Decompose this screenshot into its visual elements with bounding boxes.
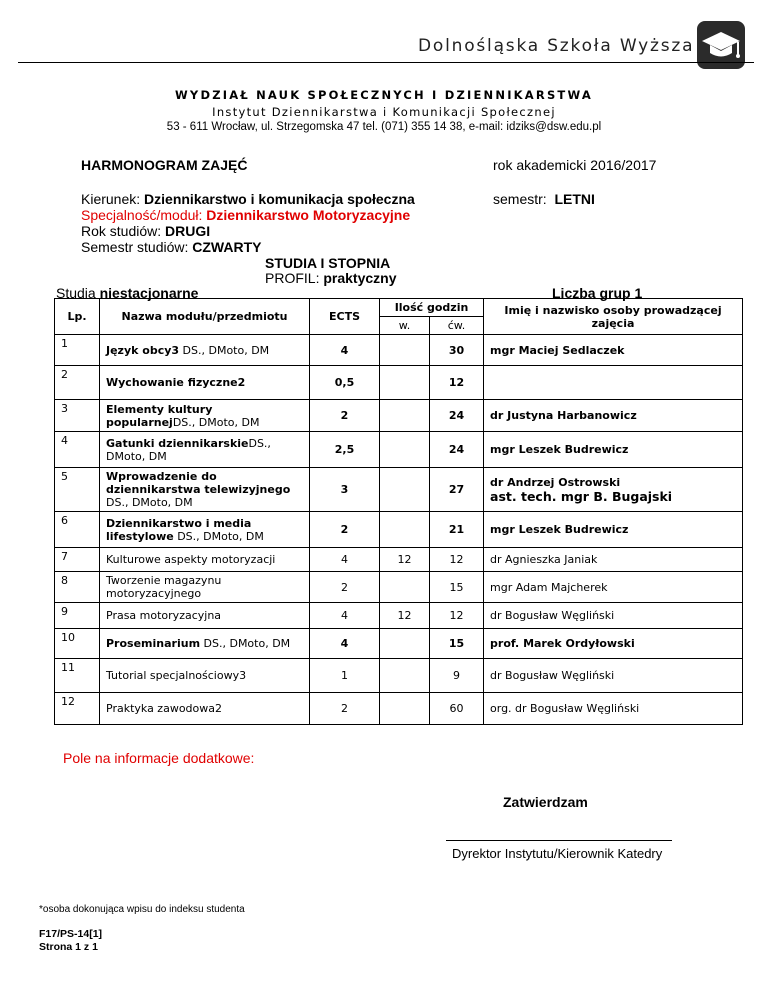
footnote: *osoba dokonująca wpisu do indeksu studenta [39,904,245,915]
teacher-name [484,366,743,400]
approval-label: Zatwierdzam [503,794,588,810]
teacher-primary: mgr Leszek Budrewicz [490,443,629,456]
row-number: 12 [55,693,100,725]
ects-value: 1 [310,659,380,693]
teacher-primary: dr Agnieszka Janiak [490,553,598,566]
subject-name [100,512,310,548]
subject-name-bold: Język obcy3 [106,343,180,357]
teacher-name [484,603,743,629]
teacher-name [484,432,743,468]
teacher-name [484,693,743,725]
teacher-name [484,548,743,572]
lecture-hours [380,335,430,366]
specialization: Specjalność/moduł: Dziennikarstwo Motoryzacyjne [81,207,411,223]
ects-value: 2 [310,693,380,725]
subject-name [100,432,310,468]
row-number: 6 [55,512,100,548]
subject-name [100,335,310,366]
lecture-hours: 12 [380,603,430,629]
table-row [55,400,743,432]
teacher-name [484,400,743,432]
row-number: 10 [55,629,100,659]
signatory-title: Dyrektor Instytutu/Kierownik Katedry [452,846,663,861]
exercise-hours: 9 [430,659,484,693]
lecture-hours: 12 [380,548,430,572]
ects-value: 3 [310,468,380,512]
header-exercise: ćw. [430,317,484,335]
header-lecture: w. [380,317,430,335]
teacher-primary: prof. Marek Ordyłowski [490,637,635,650]
teacher-name [484,629,743,659]
row-number: 3 [55,400,100,432]
semester: semestr: LETNI [493,191,595,207]
row-number: 4 [55,432,100,468]
table-row [55,603,743,629]
ects-value: 4 [310,603,380,629]
document-title: HARMONOGRAM ZAJĘĆ [81,157,248,173]
subject-name-normal: Tworzenie magazynu motoryzacyjnego [106,574,222,600]
exercise-hours: 30 [430,335,484,366]
teacher-primary: dr Andrzej Ostrowski [490,475,621,489]
ects-value: 2 [310,400,380,432]
subject-name-bold: Dziennikarstwo i media lifestylowe [106,516,252,543]
subject-name-bold: Wychowanie fizyczne2 [106,376,246,389]
teacher-primary: dr Bogusław Węgliński [490,609,615,622]
exercise-hours: 24 [430,432,484,468]
subject-name [100,548,310,572]
teacher-primary: mgr Maciej Sedlaczek [490,343,625,357]
exercise-hours: 60 [430,693,484,725]
row-number: 11 [55,659,100,693]
lecture-hours [380,400,430,432]
subject-name [100,366,310,400]
exercise-hours: 12 [430,603,484,629]
lecture-hours [380,629,430,659]
lecture-hours [380,693,430,725]
exercise-hours: 15 [430,629,484,659]
subject-name-normal: DS., DMoto, DM [173,529,264,543]
header-lp: Lp. [55,299,100,335]
additional-info-label: Pole na informacje dodatkowe: [63,750,255,766]
lecture-hours [380,468,430,512]
header-teacher: Imię i nazwisko osoby prowadzącej zajęcia [484,299,743,335]
table-row [55,366,743,400]
ects-value: 2 [310,512,380,548]
subject-name-normal: DS., DMoto, DM [106,496,193,509]
subject-name-bold: Gatunki dziennikarskie [106,436,249,450]
row-number: 2 [55,366,100,400]
year-of-study: Rok studiów: DRUGI [81,223,211,239]
exercise-hours: 12 [430,548,484,572]
schedule-table [54,298,743,725]
form-code: F17/PS-14[1] [39,928,103,940]
page-number: Strona 1 z 1 [39,941,98,953]
teacher-primary: org. dr Bogusław Węgliński [490,702,640,715]
ects-value: 4 [310,629,380,659]
ects-value: 4 [310,548,380,572]
header-subject: Nazwa modułu/przedmiotu [100,299,310,335]
subject-name-normal: Praktyka zawodowa2 [106,702,222,715]
header-hours: Ilość godzin [380,299,484,317]
institute-name: Instytut Dziennikarstwa i Komunikacji Społecznej [212,105,556,119]
subject-name [100,629,310,659]
study-degree: STUDIA I STOPNIA [265,255,391,271]
table-row [55,432,743,468]
study-mode: Studia niestacjonarne [56,285,199,301]
table-row [55,468,743,512]
teacher-primary: dr Justyna Harbanowicz [490,409,637,422]
row-number: 5 [55,468,100,512]
ects-value: 2 [310,572,380,603]
row-number: 9 [55,603,100,629]
table-row [55,512,743,548]
subject-name-normal: DS., DMoto, DM [106,436,271,463]
row-number: 1 [55,335,100,366]
subject-name-bold: Elementy kultury popularnej [106,402,213,429]
subject-name-bold: Proseminarium [106,637,201,650]
subject-name [100,603,310,629]
subject-name-normal: DS., DMoto, DM [172,415,260,429]
exercise-hours: 12 [430,366,484,400]
academic-year: rok akademicki 2016/2017 [493,157,657,173]
lecture-hours [380,572,430,603]
signature-line [446,840,672,841]
header-ects: ECTS [310,299,380,335]
subject-name-normal: Kulturowe aspekty motoryzacji [106,553,276,566]
subject-name-normal: Tutorial specjalnościowy3 [106,669,247,682]
exercise-hours: 27 [430,468,484,512]
table-row [55,659,743,693]
table-row [55,693,743,725]
table-row [55,572,743,603]
lecture-hours [380,366,430,400]
subject-name-normal: DS., DMoto, DM [179,343,270,357]
lecture-hours [380,432,430,468]
table-row [55,548,743,572]
form-code-block [39,928,102,954]
subject-name [100,693,310,725]
lecture-hours [380,659,430,693]
ects-value: 4 [310,335,380,366]
semester-of-study: Semestr studiów: CZWARTY [81,239,262,255]
table-row [55,335,743,366]
exercise-hours: 21 [430,512,484,548]
teacher-name [484,512,743,548]
table-row [55,629,743,659]
subject-name [100,400,310,432]
teacher-name [484,659,743,693]
teacher-primary: dr Bogusław Węgliński [490,669,615,682]
teacher-primary: mgr Leszek Budrewicz [490,523,629,536]
group-count: Liczba grup 1 [552,285,643,301]
subject-name-normal: Prasa motoryzacyjna [106,609,222,622]
ects-value: 0,5 [310,366,380,400]
header-divider [18,62,754,63]
exercise-hours: 15 [430,572,484,603]
study-profile: PROFIL: praktyczny [265,270,397,286]
exercise-hours: 24 [430,400,484,432]
subject-name-bold: Wprowadzenie do dziennikarstwa telewizyjnego [106,470,291,496]
institution-name: Dolnośląska Szkoła Wyższa [418,36,695,56]
teacher-name [484,572,743,603]
subject-name [100,468,310,512]
subject-name-normal: DS., DMoto, DM [200,637,291,650]
schedule-rows [55,335,743,725]
subject-name [100,572,310,603]
teacher-secondary: ast. tech. mgr B. Bugajski [490,488,673,504]
teacher-name [484,335,743,366]
row-number: 7 [55,548,100,572]
subject-name [100,659,310,693]
lecture-hours [380,512,430,548]
ects-value: 2,5 [310,432,380,468]
field-of-study: Kierunek: Dziennikarstwo i komunikacja społeczna [81,191,415,207]
faculty-name: WYDZIAŁ NAUK SPOŁECZNYCH I DZIENNIKARSTWA [175,88,593,102]
teacher-name [484,468,743,512]
institute-address: 53 - 611 Wrocław, ul. Strzegomska 47 tel. (071) 355 14 38, e-mail: idziks@dsw.edu.pl [166,121,602,133]
row-number: 8 [55,572,100,603]
teacher-primary: mgr Adam Majcherek [490,580,608,594]
